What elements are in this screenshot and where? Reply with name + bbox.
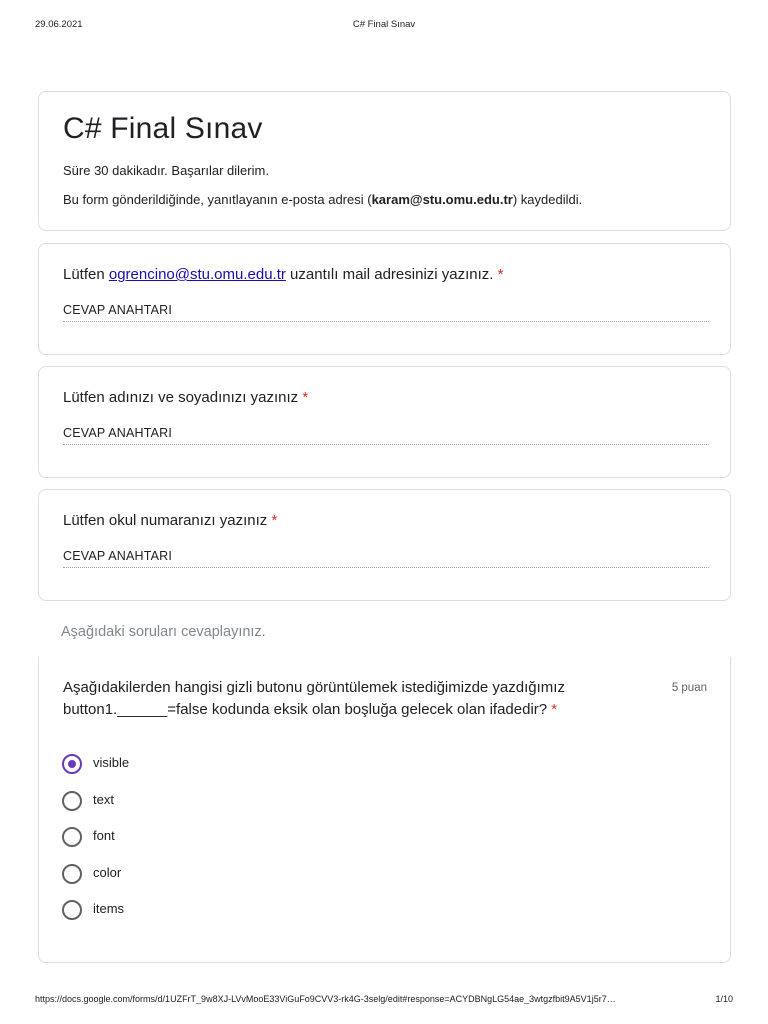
option-label: font (93, 828, 115, 843)
note-text-before: Bu form gönderildiğinde, yanıtlayanın e-posta adresi ( (63, 192, 372, 207)
answer-value: CEVAP ANAHTARI (63, 549, 173, 563)
answer-underline (63, 321, 709, 322)
print-url: https://docs.google.com/forms/d/1UZFrT_9w8XJ-LVvMooE33ViGuFo9CVV3-rk4G-3selg/edit#response=ACYDBNgLG54ae_3wtgzfbit9A5V1j5r7… (35, 994, 616, 1004)
question-title (63, 389, 308, 406)
print-title: C# Final Sınav (352, 19, 416, 30)
form-header-card (38, 91, 731, 231)
form-description: Süre 30 dakikadır. Başarılar dilerim. (63, 163, 269, 178)
option-label: text (93, 792, 114, 807)
respondent-email: karam@stu.omu.edu.tr (371, 192, 513, 207)
answer-value: CEVAP ANAHTARI (63, 426, 173, 440)
page-number: 1/10 (715, 994, 733, 1004)
question-card-student-number (38, 489, 731, 601)
question-text: Lütfen okul numaranızı yazınız (63, 512, 272, 529)
question-card-multiple-choice (38, 657, 731, 963)
form-title: C# Final Sınav (63, 112, 263, 145)
question-points: 5 puan (671, 682, 707, 694)
required-asterisk: * (271, 512, 278, 529)
required-asterisk: * (302, 389, 309, 406)
question-title (63, 512, 277, 529)
print-header (35, 19, 733, 33)
question-text: uzantılı mail adresinizi yazınız. (285, 266, 498, 283)
question-title (63, 677, 623, 721)
option-label: color (93, 865, 122, 880)
question-title (63, 266, 503, 283)
radio-checked-icon[interactable] (62, 754, 82, 774)
question-card-name (38, 366, 731, 478)
question-text: Lütfen adınızı ve soyadınızı yazınız (63, 389, 303, 406)
question-text: Lütfen (63, 266, 109, 283)
option-label: items (93, 901, 125, 916)
answer-underline (63, 567, 709, 568)
question-card-email (38, 243, 731, 355)
email-domain-link[interactable]: ogrencino@stu.omu.edu.tr (108, 266, 286, 283)
print-date: 29.06.2021 (35, 19, 83, 30)
radio-unchecked-icon[interactable] (62, 791, 82, 811)
answer-underline (63, 444, 709, 445)
radio-unchecked-icon[interactable] (62, 827, 82, 847)
radio-unchecked-icon[interactable] (62, 900, 82, 920)
option-label: visible (93, 755, 130, 770)
radio-unchecked-icon[interactable] (62, 864, 82, 884)
required-asterisk: * (497, 266, 504, 283)
required-asterisk: * (551, 701, 558, 718)
section-description: Aşağıdaki soruları cevaplayınız. (61, 624, 266, 640)
question-text: Aşağıdakilerden hangisi gizli butonu görüntülemek istediğimizde yazdığımız button1.______=false kodunda eksik olan boşluğa gelecek olan ifadedir? (63, 679, 565, 718)
email-recorded-note (63, 192, 582, 207)
note-text-after: ) kaydedildi. (512, 192, 583, 207)
answer-value: CEVAP ANAHTARI (63, 303, 173, 317)
